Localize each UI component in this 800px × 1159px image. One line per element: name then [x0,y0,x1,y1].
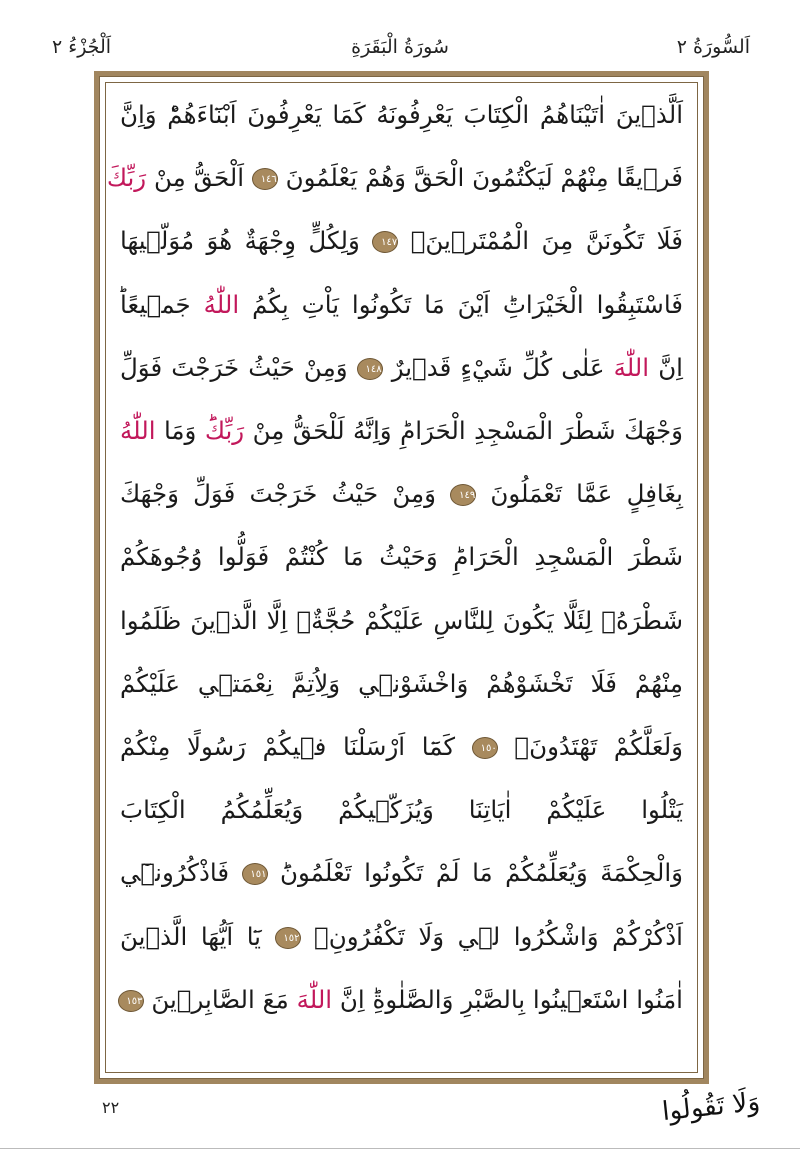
verse-text: وَلِكُلٍّ وِجْهَةٌ هُوَ مُوَلّٖيهَا [120,226,373,256]
page-number: ٢٢ [102,1098,120,1117]
verse-text: اَلْحَقُّ مِنْ [146,163,252,193]
verse-line [120,275,683,335]
verse-text: وَالْحِكْمَةَ وَيُعَلِّمُكُمْ مَا لَمْ تَكُونُوا تَعْلَمُونَؕ [267,858,683,888]
verse-text: كَمَٓا اَرْسَلْنَا فٖيكُمْ رَسُولًا مِنْكُمْ [120,732,472,761]
verse-text: فَلَا تَكُونَنَّ مِنَ الْمُمْتَرٖينَ۟ [398,226,683,256]
quran-text-area [105,82,698,1073]
page-title: سُورَةُ الْبَقَرَةِ [351,36,449,58]
catchword: وَلَا تَقُولُوا [660,1086,762,1128]
verse-text: وَمَا [155,416,205,445]
verse-line [120,401,683,461]
verse-line [120,591,683,651]
divine-name: اللّٰهَ [296,984,333,1014]
juz-label: اَلْجُزْءُ ٢ [52,36,112,58]
divine-name: اللّٰهُ [203,289,240,319]
verse-text: اَلَّذٖينَ اٰتَيْنَاهُمُ الْكِتَابَ يَعْرِفُونَهُ كَمَا يَعْرِفُونَ اَبْنَٓاءَهُمْؕ وَاِنَّ [120,100,683,129]
verse-text: جَمٖيعًاؕ [120,289,204,319]
verse-line [106,148,683,208]
verse-line [120,85,683,145]
frame-inner-border [99,76,704,1079]
verse-text: وَجْهَكَ شَطْرَ الْمَسْجِدِ الْحَرَامِؕ وَاِنَّهُ لَلْحَقُّ مِنْ [244,416,683,445]
verse-line [120,464,683,524]
divine-name: رَبِّكَ [106,163,147,193]
verse-text: عَلٰى كُلِّ شَيْءٍ قَدٖيرٌ [382,352,614,382]
verse-text: بِغَافِلٍ عَمَّا تَعْمَلُونَ [476,479,684,509]
verse-text: يَٓا اَيُّهَا الَّذٖينَ [120,921,275,951]
ayah-number-marker: ١٥٣ [118,990,144,1012]
surah-number-label: اَلسُّورَةُ ٢ [676,36,750,58]
ayah-number-marker: ١٥١ [242,863,268,885]
verse-line [120,717,683,777]
verse-line [120,338,683,398]
verse-text: شَطْرَ الْمَسْجِدِ الْحَرَامِؕ وَحَيْثُ مَا كُنْتُمْ فَوَلُّوا وُجُوهَكُمْ [120,542,683,572]
page-frame [94,71,709,1084]
verse-text: وَلَعَلَّكُمْ تَهْتَدُونَۙ [497,732,683,761]
ayah-number-marker: ١٤٩ [450,484,476,506]
verse-line [120,843,683,903]
verse-text: يَتْلُوا عَلَيْكُمْ اٰيَاتِنَا وَيُزَكّٖيكُمْ وَيُعَلِّمُكُمُ الْكِتَابَ [120,795,683,825]
ayah-number-marker: ١٤٦ [252,168,278,190]
verse-text: اِنَّ [649,352,683,382]
ayah-number-marker: ١٤٨ [357,358,383,380]
verse-text: فَاذْكُرُونٖٓي [120,858,242,888]
verse-text: وَمِنْ حَيْثُ خَرَجْتَ فَوَلِّ [120,352,357,382]
ayah-number-marker: ١٥٠ [472,737,498,759]
verse-line [120,780,683,840]
verse-text: فَاسْتَبِقُوا الْخَيْرَاتِؕ اَيْنَ مَا تَكُونُوا يَاْتِ بِكُمُ [239,289,683,319]
divine-name: اللّٰهَ [613,352,650,382]
verse-line [120,654,683,714]
bottom-divider [0,1148,800,1149]
verse-text: اَذْكُرْكُمْ وَاشْكُرُوا لٖي وَلَا تَكْفُرُونِ۟ [300,921,683,951]
divine-name: اللّٰهُ [120,416,156,445]
verse-line [120,907,683,967]
divine-name: رَبِّكَؕ [204,416,245,445]
verse-line [120,527,683,587]
ayah-number-marker: ١٥٢ [275,927,301,949]
ayah-number-marker: ١٤٧ [372,231,398,253]
verse-line [120,970,683,1030]
verse-line [120,211,683,271]
verse-text: مِنْهُمْ فَلَا تَخْشَوْهُمْ وَاخْشَوْنٖي وَلِاُتِمَّ نِعْمَتٖي عَلَيْكُمْ [120,668,683,698]
verse-text: فَرٖيقًا مِنْهُمْ لَيَكْتُمُونَ الْحَقَّ وَهُمْ يَعْلَمُونَ [277,163,683,193]
verse-text: اٰمَنُوا اسْتَعٖينُوا بِالصَّبْرِ وَالصَّلٰوةِؕ اِنَّ [332,984,683,1014]
verse-text: وَمِنْ حَيْثُ خَرَجْتَ فَوَلِّ وَجْهَكَ [120,479,451,509]
verse-text: مَعَ الصَّابِرٖينَ [143,984,297,1014]
verse-text: شَطْرَهُۙ لِئَلَّا يَكُونَ لِلنَّاسِ عَلَيْكُمْ حُجَّةٌۗ اِلَّا الَّذٖينَ ظَلَمُوا [120,605,683,635]
